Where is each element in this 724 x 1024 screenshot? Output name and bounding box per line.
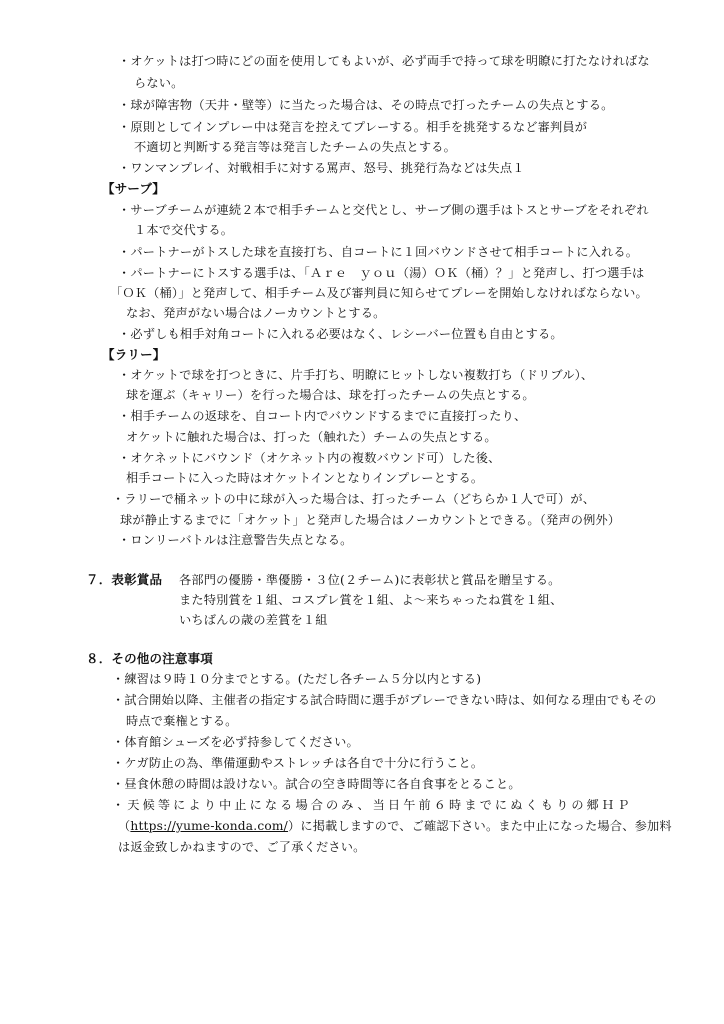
rule-line: ・原則としてインプレー中は発言を控えてプレーする。相手を挑発するなど審判員が [118,120,588,134]
notes-line: ・体育館シューズを必ず持参してください。 [112,735,359,749]
link-rest-text: ）に掲載しますので、ご確認下さい。また中止になった場合、参加料 [287,819,672,833]
serve-line: ・必ずしも相手対角コートに入れる必要はなく、レシーバー位置も自由とする。 [118,327,563,341]
notes-heading: ８．その他の注意事項 [86,651,214,666]
notes-line: 時点で棄権とする。 [126,714,238,728]
notes-line: ・ケガ防止の為、準備運動やストレッチは各自で十分に行うこと。 [112,756,484,770]
serve-heading: 【サーブ】 [102,181,166,196]
rally-line: ・ロンリーバトルは注意警告失点となる。 [118,533,353,547]
website-link[interactable]: https://yume-konda.com/ [130,819,288,833]
serve-line: なお、発声がない場合はノーカウントとする。 [126,306,386,320]
serve-line: ・パートナーにトスする選手は、「Ａｒｅ ｙｏｕ（湯）ＯＫ（桶）？」と発声し、打つ選手は [118,266,645,280]
rally-line: ・オケネットにバウンド（オケネット内の複数バウンド可）した後、 [118,451,501,465]
rally-line: オケットに触れた場合は、打った（触れた）チームの失点とする。 [126,430,497,444]
rally-line: 相手コートに入った時はオケットインとなりインプレーとする。 [126,471,484,485]
rally-line: ・オケットで球を打つときに、片手打ち、明瞭にヒットしない複数打ち（ドリブル）、 [118,368,594,382]
serve-line: ・サーブチームが連続２本で相手チームと交代とし、サーブ側の選手はトスとサーブをそれぞれ [118,203,649,217]
awards-line: また特別賞を１組、コスプレ賞を１組、よ～来ちゃったね賞を１組、 [179,593,563,607]
serve-line: １本で交代する。 [134,223,234,237]
notes-line: ・昼食休憩の時間は設けない。試合の空き時間等に各自食事をとること。 [112,777,521,791]
awards-line: 各部門の優勝・準優勝・３位(２チーム)に表彰状と賞品を贈呈する。 [179,573,561,587]
awards-heading: ７．表彰賞品 [86,572,163,587]
rule-line: ・ワンマンプレイ、対戦相手に対する罵声、怒号、挑発行為などは失点１ [118,161,525,175]
rally-line: ・相手チームの返球を、自コート内でバウンドするまでに直接打ったり、 [118,409,527,423]
rally-heading: 【ラリー】 [102,347,166,362]
link-open-paren: （ [118,819,131,833]
rule-line: らない。 [134,76,184,90]
rule-line: 不適切と判断する発言等は発言したチームの失点とする。 [134,140,457,154]
notes-line: ・試合開始以降、主催者の指定する試合時間に選手がプレーできない時は、如何なる理由でもその [112,693,657,707]
rule-line: ・球が障害物（天井・壁等）に当たった場合は、その時点で打ったチームの失点とする。 [118,98,614,112]
rally-line: 球が静止するまでに「オケット」と発声した場合はノーカウントとできる。（発声の例外） [120,513,621,527]
rule-line: ・オケットは打つ時にどの面を使用してもよいが、必ず両手で持って球を明瞭に打たなければな [118,54,650,68]
rally-line: 球を運ぶ（キャリー）を行った場合は、球を打ったチームの失点とする。 [126,388,535,402]
awards-line: いちばんの歳の差賞を１組 [179,613,328,627]
notes-line: は返金致しかねますので、ご了承ください。 [118,840,366,854]
rally-line: ・ラリーで桶ネットの中に球が入った場合は、打ったチーム（どちらか１人で可）が、 [112,492,596,506]
notes-link-line [118,818,672,834]
serve-line: ・パートナーがトスした球を直接打ち、自コートに１回バウンドさせて相手コートに入れる。 [118,245,639,259]
serve-line: 「ＯＫ（桶）」と発声して、相手チーム及び審判員に知らせてプレーを開始しなければならない。 [110,286,648,300]
notes-line: ・練習は９時１０分までとする。(ただし各チーム５分以内とする) [112,672,482,686]
notes-line: ・天候等により中止になる場合のみ、当日午前６時までにぬくもりの郷ＨＰ [112,798,633,812]
